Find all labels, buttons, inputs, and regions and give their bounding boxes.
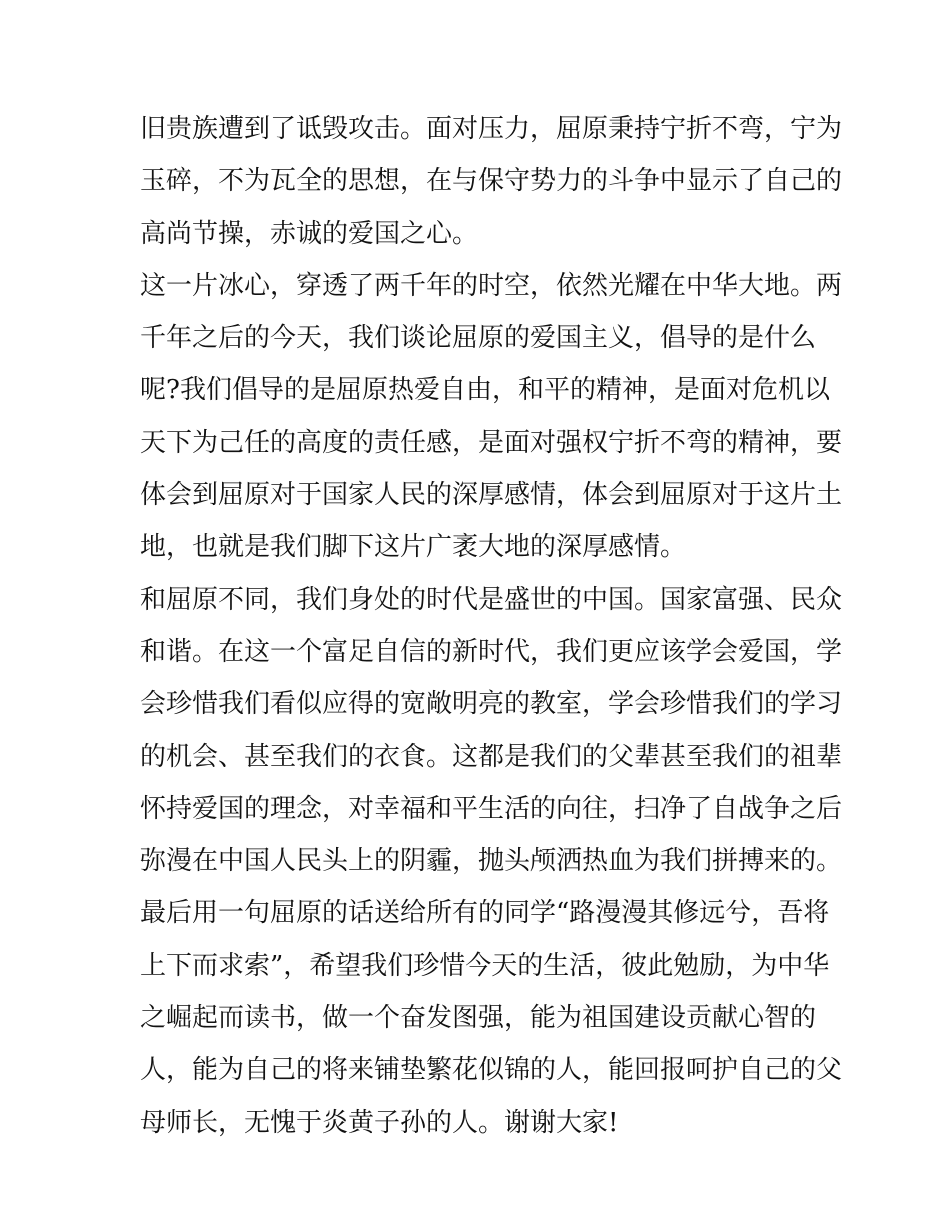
text-line: 人，能为自己的将来铺垫繁花似锦的人，能回报呵护自己的父 <box>140 1055 843 1086</box>
text-line: 上下而求索”，希望我们珍惜今天的生活，彼此勉励，为中华 <box>140 950 830 981</box>
text-line: 怀持爱国的理念，对幸福和平生活的向往，扫净了自战争之后 <box>140 793 843 824</box>
text-line: 旧贵族遭到了诋毁攻击。面对压力，屈原秉持宁折不弯，宁为 <box>140 114 843 144</box>
text-line: 呢?我们倡导的是屈原热爱自由，和平的精神，是面对危机以 <box>140 375 830 406</box>
text-line: 千年之后的今天，我们谈论屈原的爱国主义，倡导的是什么 <box>140 323 817 354</box>
text-line: 地，也就是我们脚下这片广袤大地的深厚感情。 <box>140 532 687 563</box>
text-line: 最后用一句屈原的话送给所有的同学“路漫漫其修远兮，吾将 <box>140 898 830 929</box>
text-line: 的机会、甚至我们的衣食。这都是我们的父辈甚至我们的祖辈 <box>140 741 843 772</box>
text-line: 会珍惜我们看似应得的宽敞明亮的教室，学会珍惜我们的学习 <box>140 689 843 720</box>
text-line: 这一片冰心，穿透了两千年的时空，依然光耀在中华大地。两 <box>140 270 843 301</box>
text-line: 之崛起而读书，做一个奋发图强，能为祖国建设贡献心智的 <box>140 1003 817 1034</box>
text-line: 玉碎，不为瓦全的思想，在与保守势力的斗争中显示了自己的 <box>140 166 843 197</box>
text-line: 天下为己任的高度的责任感，是面对强权宁折不弯的精神，要 <box>140 427 843 458</box>
text-line: 体会到屈原对于国家人民的深厚感情，体会到屈原对于这片土 <box>140 480 843 511</box>
text-line: 和屈原不同，我们身处的时代是盛世的中国。国家富强、民众 <box>140 584 843 615</box>
text-line: 高尚节操，赤诚的爱国之心。 <box>140 218 479 249</box>
text-line: 弥漫在中国人民头上的阴霾，抛头颅洒热血为我们拼搏来的。 <box>140 846 843 877</box>
body-text <box>140 103 843 1149</box>
text-line: 和谐。在这一个富足自信的新时代，我们更应该学会爱国，学 <box>140 636 843 667</box>
text-line: 母师长，无愧于炎黄子孙的人。谢谢大家! <box>140 1107 619 1138</box>
